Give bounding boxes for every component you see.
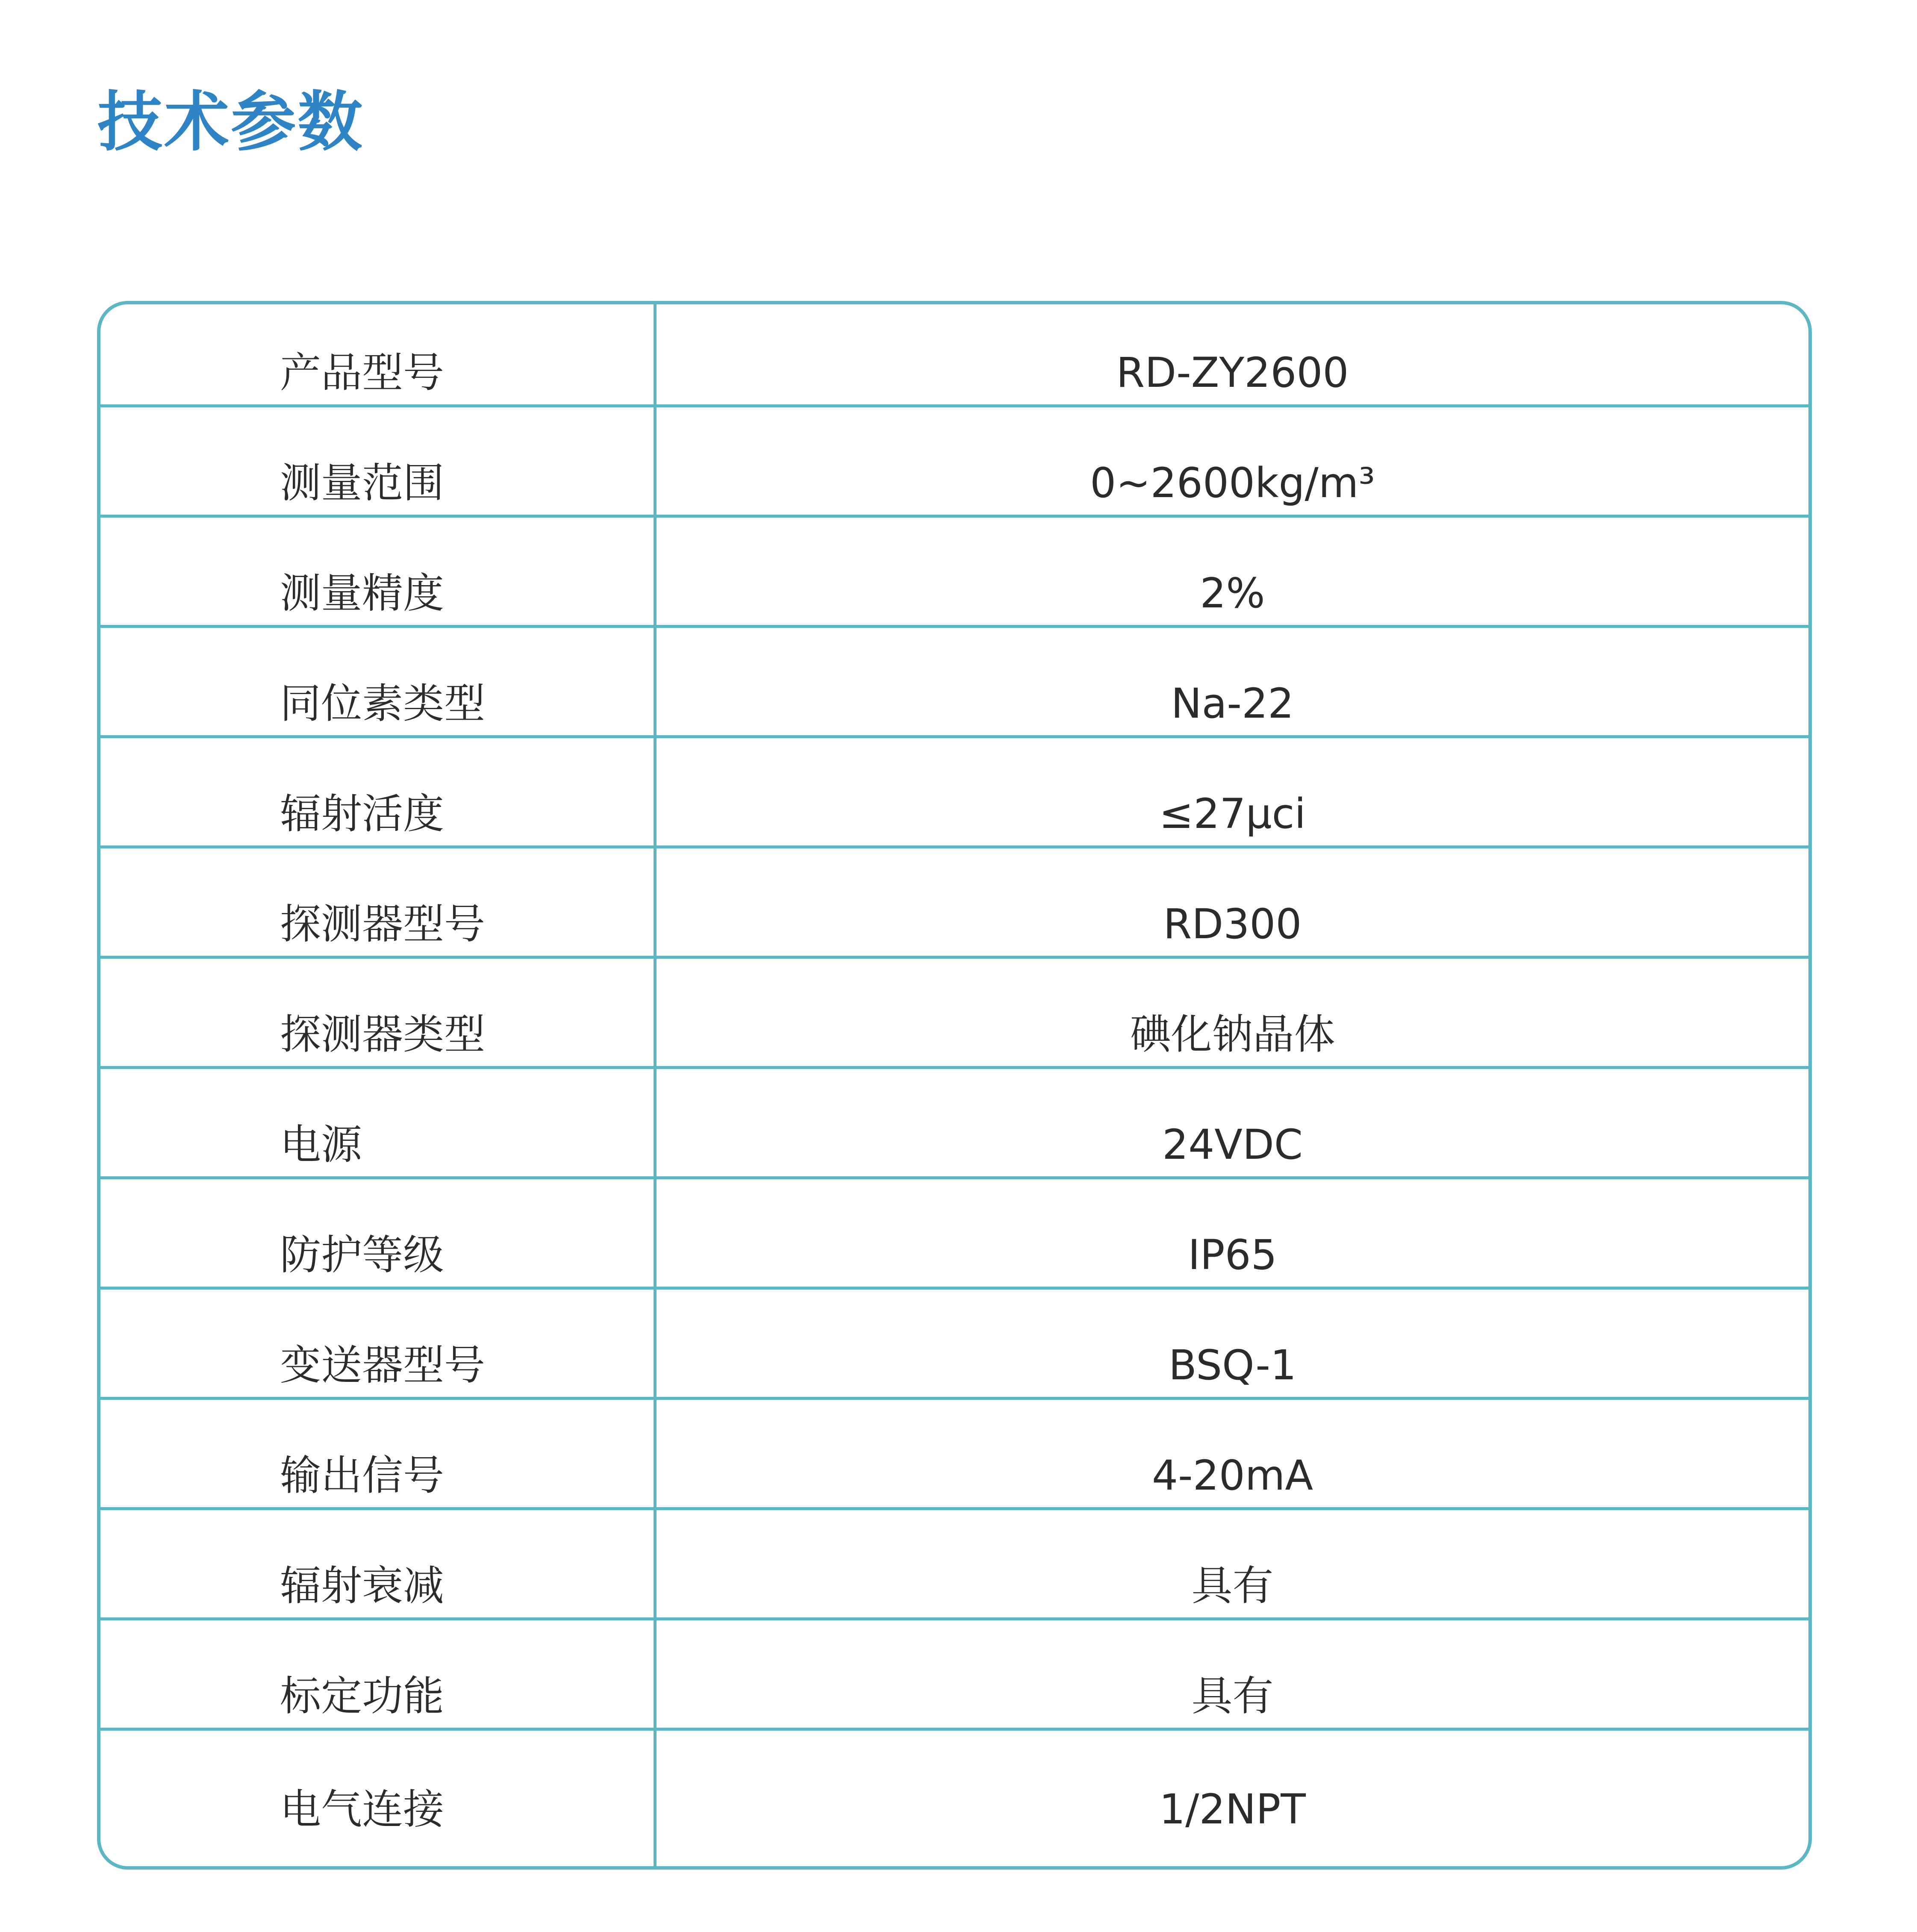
spec-label: 防护等级	[280, 1231, 444, 1279]
spec-value: 2%	[1200, 569, 1265, 617]
spec-label: 标定功能	[280, 1672, 444, 1720]
spec-value: 24VDC	[1162, 1121, 1303, 1169]
spec-label: 测量精度	[280, 569, 444, 617]
spec-row	[100, 628, 1808, 738]
spec-value: 0~2600kg/m³	[1090, 459, 1375, 507]
spec-row	[100, 1069, 1808, 1179]
spec-value: 碘化钠晶体	[1130, 1010, 1335, 1058]
spec-label: 测量范围	[280, 459, 444, 507]
spec-value: 4-20mA	[1151, 1452, 1313, 1499]
spec-row	[100, 1290, 1808, 1400]
spec-value: BSQ-1	[1168, 1341, 1297, 1389]
spec-row	[100, 1510, 1808, 1620]
spec-row	[100, 1731, 1808, 1866]
spec-table	[97, 301, 1812, 1870]
spec-label: 同位素类型	[280, 680, 485, 727]
spec-row	[100, 1400, 1808, 1510]
spec-row	[100, 304, 1808, 407]
spec-value: RD-ZY2600	[1116, 349, 1349, 397]
spec-row	[100, 738, 1808, 848]
spec-label: 辐射衰减	[280, 1562, 444, 1610]
spec-label: 输出信号	[280, 1452, 444, 1499]
spec-row	[100, 959, 1808, 1069]
spec-value: RD300	[1163, 900, 1302, 948]
spec-label: 变送器型号	[280, 1341, 485, 1389]
spec-value: Na-22	[1171, 680, 1294, 727]
spec-row	[100, 848, 1808, 959]
spec-row	[100, 407, 1808, 518]
spec-label: 产品型号	[280, 349, 444, 397]
spec-label: 探测器型号	[280, 900, 485, 948]
spec-value: 具有	[1191, 1562, 1274, 1610]
spec-value: 具有	[1191, 1672, 1274, 1720]
spec-row	[100, 1620, 1808, 1731]
spec-label: 探测器类型	[280, 1010, 485, 1058]
spec-value: 1/2NPT	[1159, 1785, 1306, 1833]
page-title: 技术参数	[97, 84, 364, 160]
spec-row	[100, 518, 1808, 628]
spec-value: ≤27μci	[1159, 790, 1306, 838]
spec-row	[100, 1179, 1808, 1290]
spec-label: 电源	[280, 1121, 362, 1169]
spec-label: 辐射活度	[280, 790, 444, 838]
spec-label: 电气连接	[280, 1785, 444, 1833]
spec-value: IP65	[1188, 1231, 1277, 1279]
